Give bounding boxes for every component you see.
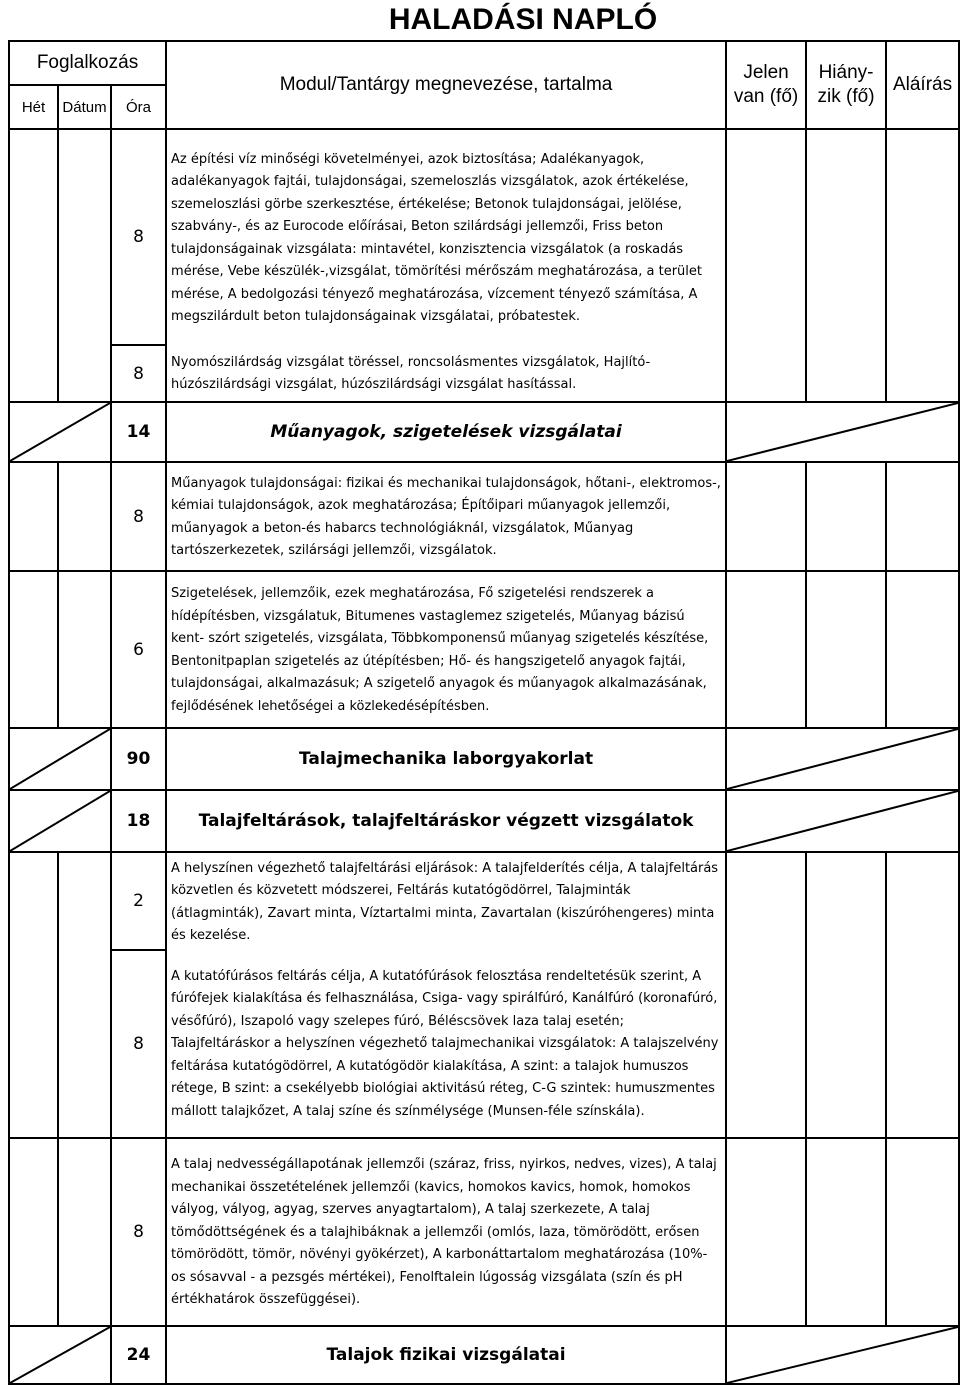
table-row [9,462,959,571]
table-row [9,1138,959,1326]
ora-cell: 2 [111,852,166,950]
diagonal-line [10,729,110,789]
diagonal-cell [9,790,111,852]
diagonal-line [727,403,958,461]
hiany-cell [806,852,886,1138]
ora-cell: 8 [111,462,166,571]
section-title: Talajmechanika laborgyakorlat [166,728,726,790]
content-cell: Műanyagok tulajdonságai: fizikai és mechanikai tulajdonságok, hőtani-, elektromos-, kémiai tulajdonságok, azok meghatározása; Építőipari műanyagok jellemzői, műanyagok a beton-és habarcs technológiáknál, vizsgálatok, Műanyag tartószerkezetek, szilársági jellemzői, vizsgálatok. [166,462,726,571]
content-cell: Az építési víz minőségi követelményei, azok biztosítása; Adalékanyagok, adalékanyagok fajtái, tulajdonságai, szemeloszlás vizsgálatok, azok értékelése, szemeloszlási görbe szerkesztése, értékelése; Betonok tulajdonságai, jelölése, szabvány-, és az Eurocode előírásai, Beton szilárdsági jellemzői, Friss beton tulajdonságainak vizsgálata: mintavétel, konzisztencia vizsgálatok (a roskadás mérése, Vebe készülék-,vizsgálat, tömörítési mérőszám meghatározása, a terület mérése, A bedolgozási tényező meghatározása, vízcement tényező számítása, A megszilárdult beton tulajdonságainak vizsgálatai, próbatestek. [166,129,726,345]
header-jelen-line1: Jelen [743,62,789,83]
ora-cell: 8 [111,950,166,1138]
section-row [9,790,959,852]
diagonal-line [10,791,110,851]
datum-cell [58,129,111,402]
header-hiany [806,41,886,129]
alairas-cell [886,129,959,402]
hiany-cell [806,1138,886,1326]
header-jelen [726,41,806,129]
diagonal-cell [9,728,111,790]
datum-cell [58,852,111,1138]
het-cell [9,129,58,402]
jelen-cell [726,462,806,571]
ora-cell: 6 [111,571,166,728]
section-hours: 24 [111,1326,166,1384]
jelen-cell [726,571,806,728]
datum-cell [58,462,111,571]
header-ora: Óra [111,85,166,129]
section-hours: 18 [111,790,166,852]
diagonal-line [727,729,958,789]
section-title: Talajfeltárások, talajfeltáráskor végzett vizsgálatok [166,790,726,852]
header-modul: Modul/Tantárgy megnevezése, tartalma [166,41,726,129]
diagonal-cell [726,790,959,852]
datum-cell [58,1138,111,1326]
header-foglalkozas: Foglalkozás [9,41,166,85]
content-cell: A helyszínen végezhető talajfeltárási eljárások: A talajfelderítés célja, A talajfeltárás közvetlen és közvetett módszerei, Feltárás kutatógödörrel, Talajminták (átlagminták), Zavart minta, Víztartalmi minta, Zavartalan (kiszúróhengeres) minta és kezelése. [166,852,726,950]
table-row [9,571,959,728]
content-cell: Szigetelések, jellemzőik, ezek meghatározása, Fő szigetelési rendszerek a hídépítésben, vizsgálatuk, Bitumenes vastaglemez szigetelés, Műanyag bázisú kent- szórt szigetelés, vizsgálata, Többkomponensű műanyag szigetelés készítése, Bentonitpaplan szigetelés az útépítésben; Hő- és hangszigetelő anyagok fajtái, tulajdonságai, alkalmazásuk; A szigetelő anyagok és műanyagok alkalmazásának, fejlődésének lehetőségei a közlekedésépítésben. [166,571,726,728]
page-title: HALADÁSI NAPLÓ [388,3,658,36]
section-hours: 90 [111,728,166,790]
table-row [9,852,959,950]
diagonal-cell [726,728,959,790]
diagonal-cell [726,402,959,462]
progress-log-table [8,40,960,1385]
diagonal-line [10,1327,110,1383]
header-alairas: Aláírás [886,41,959,129]
hiany-cell [806,571,886,728]
diagonal-line [10,403,110,461]
section-row [9,728,959,790]
jelen-cell [726,129,806,402]
diagonal-cell [9,402,111,462]
table-row [9,129,959,345]
alairas-cell [886,852,959,1138]
datum-cell [58,571,111,728]
ora-cell: 8 [111,129,166,345]
header-hiany-line2: zik (fő) [817,86,875,107]
diagonal-cell [726,1326,959,1384]
header-jelen-line2: van (fő) [733,86,799,107]
section-title: Műanyagok, szigetelések vizsgálatai [166,402,726,462]
section-title: Talajok fizikai vizsgálatai [166,1326,726,1384]
section-row [9,1326,959,1384]
het-cell [9,1138,58,1326]
content-cell: Nyomószilárdság vizsgálat töréssel, roncsolásmentes vizsgálatok, Hajlító-húzószilárdsági vizsgálat, húzószilárdsági vizsgálat hasítással. [166,345,726,402]
content-cell: A kutatófúrásos feltárás célja, A kutatófúrások felosztása rendeltetésük szerint, A fúrófejek kialakítása és felhasználása, Csiga- vagy spirálfúró, Kanálfúró (koronafúró, vésőfúró), Iszapoló vagy szelepes fúró, Béléscsövek laza talaj esetén; Talajfeltáráskor a helyszínen végezhető talajmechanikai vizsgálatok: A talajszelvény feltárása kutatógödörrel, A kutatógödör kialakítása, A szint: a talajok humuszos rétege, B szint: a csekélyebb biológiai aktivitású réteg, C-G szintek: humuszmentes mállott talajkőzet, A talaj színe és színmélysége (Munsen-féle színskála). [166,950,726,1138]
ora-cell: 8 [111,345,166,402]
diagonal-line [727,791,958,851]
header-hiany-line1: Hiány- [818,62,874,83]
alairas-cell [886,571,959,728]
het-cell [9,852,58,1138]
jelen-cell [726,852,806,1138]
section-hours: 14 [111,402,166,462]
hiany-cell [806,462,886,571]
hiany-cell [806,129,886,402]
content-cell: A talaj nedvességállapotának jellemzői (száraz, friss, nyirkos, nedves, vizes), A talaj mechanikai összetételének jellemzői (kavics, homokos kavics, homok, homokos vályog, vályog, agyag, szerves anyagtartalom), A talaj szerkezete, A talaj tömődöttségének és a talajhibáknak a jellemzői (omlós, laza, tömörödött, erősen tömörödött, tömör, növényi gyökérzet), A karbonáttartalom meghatározása (10%-os sósavval - a pezsgés mértékei), Fenolftalein lúgosság vizsgálata (szín és pH értékhatárok összefüggései). [166,1138,726,1326]
diagonal-cell [9,1326,111,1384]
jelen-cell [726,1138,806,1326]
ora-cell: 8 [111,1138,166,1326]
alairas-cell [886,1138,959,1326]
alairas-cell [886,462,959,571]
header-datum: Dátum [58,85,111,129]
diagonal-line [727,1327,958,1383]
section-row [9,402,959,462]
het-cell [9,462,58,571]
header-het: Hét [9,85,58,129]
het-cell [9,571,58,728]
